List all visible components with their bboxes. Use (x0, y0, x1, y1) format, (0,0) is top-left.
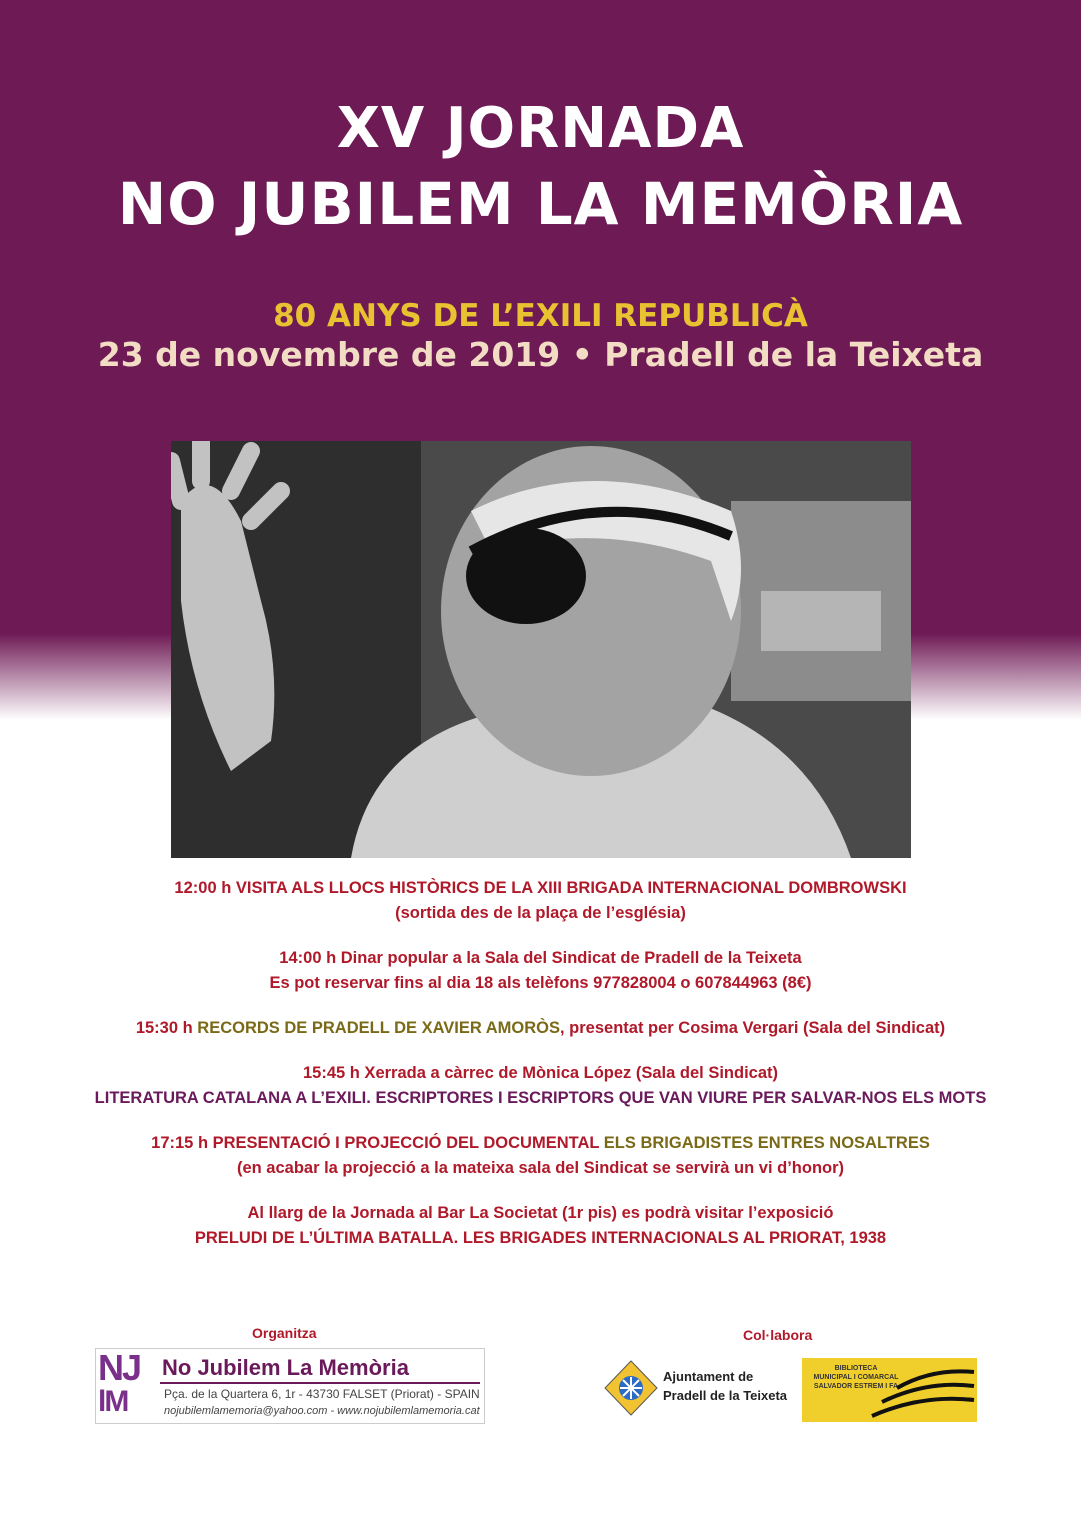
program-item-time: 15:30 h (135, 1019, 198, 1037)
program-item-title: LITERATURA CATALANA A L’EXILI. ESCRIPTORES I ESCRIPTORS QUE VAN VIURE PER SALVAR-NOS ELS MOTS (94, 1089, 987, 1107)
program-schedule (20, 876, 1061, 1271)
program-item-line: 15:45 h Xerrada a càrrec de Mònica López (Sala del Sindicat) (302, 1064, 778, 1082)
program-item-title: ELS BRIGADISTES ENTRES NOSALTRES (603, 1134, 930, 1152)
program-item-line: (en acabar la projecció a la mateixa sala del Sindicat se servirà un vi d’honor) (236, 1159, 845, 1177)
program-item (20, 1201, 1061, 1251)
biblioteca-line1: BIBLIOTECA (834, 1365, 878, 1372)
njlm-logo-block (95, 1348, 485, 1424)
poster-date-place: 23 de novembre de 2019 • Pradell de la Teixeta (97, 335, 984, 374)
program-item-title: RECORDS DE PRADELL DE XAVIER AMORÒS (197, 1019, 561, 1037)
njlm-address: Pça. de la Quartera 6, 1r - 43730 FALSET (Priorat) - SPAIN (164, 1387, 480, 1401)
portrait-photo (171, 441, 911, 858)
program-item (20, 1061, 1061, 1111)
biblioteca-line3: SALVADOR ESTREM I FA (813, 1383, 899, 1390)
program-item-line: 12:00 h VISITA ALS LLOCS HISTÒRICS DE LA XIII BRIGADA INTERNACIONAL DOMBROWSKI (174, 879, 907, 897)
poster-subtitle: 80 ANYS DE L’EXILI REPUBLICÀ (273, 298, 808, 334)
biblioteca-logo (802, 1358, 977, 1422)
njlm-monogram-bottom: lM (98, 1385, 128, 1418)
ajuntament-line1: Ajuntament de (663, 1369, 754, 1384)
program-item-line: Al llarg de la Jornada al Bar La Societat (1r pis) es podrà visitar l’exposició (247, 1204, 834, 1222)
portrait-illustration (171, 441, 911, 858)
ajuntament-line2: Pradell de la Teixeta (663, 1388, 788, 1403)
program-item (20, 946, 1061, 996)
organitza-label: Organitza (252, 1325, 317, 1341)
program-item (20, 1016, 1061, 1041)
program-item-line: PRELUDI DE L’ÚLTIMA BATALLA. LES BRIGADES INTERNACIONALS AL PRIORAT, 1938 (194, 1229, 887, 1247)
library-logo-icon (802, 1358, 977, 1422)
poster-title-line2: NO JUBILEM LA MEMÒRIA (117, 170, 964, 238)
poster-title-line1: XV JORNADA (336, 96, 745, 161)
program-item (20, 876, 1061, 926)
njlm-monogram-icon (98, 1347, 153, 1421)
municipal-shield-icon (603, 1359, 659, 1417)
biblioteca-line2: MUNICIPAL I COMARCAL (813, 1374, 899, 1381)
ajuntament-name (663, 1367, 787, 1405)
program-item-line: (sortida des de la plaça de l’església) (395, 904, 686, 922)
program-item-line: , presentat per Cosima Vergari (Sala del Sindicat) (560, 1019, 946, 1037)
njlm-divider (160, 1382, 480, 1384)
njlm-name: No Jubilem La Memòria (162, 1355, 409, 1380)
program-item (20, 1131, 1061, 1181)
ajuntament-logo (603, 1359, 803, 1417)
collabora-label: Col·labora (743, 1327, 813, 1343)
program-item-line: Es pot reservar fins al dia 18 als telèfons 977828004 o 607844963 (8€) (269, 974, 812, 992)
njlm-contact: nojubilemlamemoria@yahoo.com - www.nojubilemlamemoria.cat (164, 1405, 480, 1417)
njlm-monogram-top: NJ (98, 1347, 141, 1388)
program-item-line: 14:00 h Dinar popular a la Sala del Sindicat de Pradell de la Teixeta (279, 949, 802, 967)
program-item-line: 17:15 h PRESENTACIÓ I PROJECCIÓ DEL DOCUMENTAL (151, 1134, 604, 1152)
